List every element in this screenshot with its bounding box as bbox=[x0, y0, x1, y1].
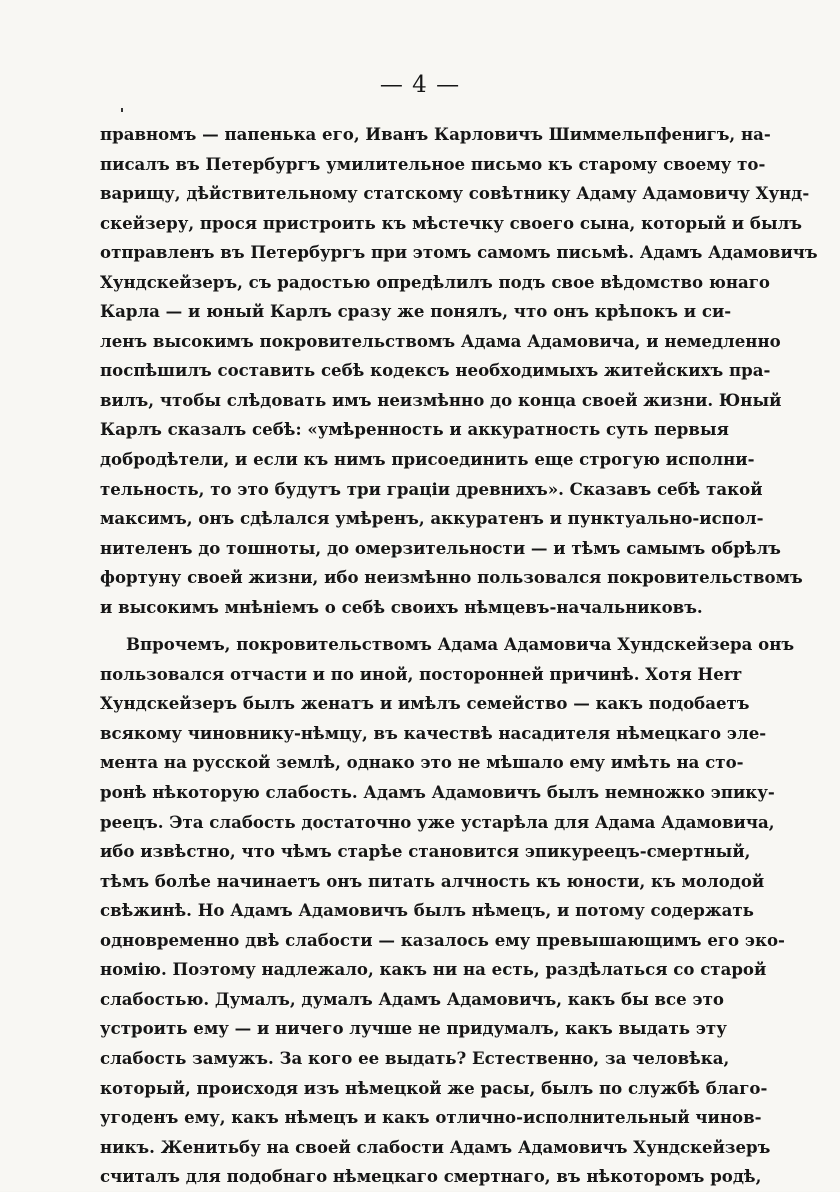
text-line: пользовался отчасти и по иной, посторонней причинѣ. Хотя Herr bbox=[100, 663, 742, 684]
text-line: одновременно двѣ слабости — казалось ему превышающимъ его эко- bbox=[100, 929, 785, 950]
text-line: вилъ, чтобы слѣдовать имъ неизмѣнно до конца своей жизни. Юный bbox=[100, 389, 782, 410]
text-line: максимъ, онъ сдѣлался умѣренъ, аккуратенъ и пунктуально-испол- bbox=[100, 508, 764, 529]
text-line: ленъ высокимъ покровительствомъ Адама Адамовича, и немедленно bbox=[100, 330, 781, 351]
text-line: добродѣтели, и если къ нимъ присоединить еще строгую исполни- bbox=[100, 449, 755, 470]
text-line: слабостью. Думалъ, думалъ Адамъ Адамовичъ, какъ бы все это bbox=[100, 988, 724, 1009]
text-line: устроить ему — и ничего лучше не придумалъ, какъ выдать эту bbox=[100, 1018, 727, 1039]
text-line: фортуну своей жизни, ибо неизмѣнно пользовался покровительствомъ bbox=[100, 567, 803, 588]
text-line: ибо извѣстно, что чѣмъ старѣе становится эпикуреецъ-смертный, bbox=[100, 841, 751, 862]
text-line: тѣмъ болѣе начинаетъ онъ питать алчность къ юности, къ молодой bbox=[100, 870, 765, 891]
text-line: писалъ въ Петербургъ умилительное письмо къ старому своему то- bbox=[100, 153, 766, 174]
text-line: отправленъ въ Петербургъ при этомъ самомъ письмѣ. Адамъ Адамовичъ bbox=[100, 242, 818, 263]
text-line: угоденъ ему, какъ нѣмецъ и какъ отлично-исполнительный чинов- bbox=[100, 1107, 762, 1128]
paragraph-1 bbox=[100, 120, 818, 622]
text-line: и высокимъ мнѣніемъ о себѣ своихъ нѣмцевъ-начальниковъ. bbox=[100, 596, 703, 617]
text-line: который, происходя изъ нѣмецкой же расы, былъ по службѣ благо- bbox=[100, 1077, 768, 1098]
text-line: Карла — и юный Карлъ сразу же понялъ, что онъ крѣпокъ и си- bbox=[100, 301, 732, 322]
text-line: скейзеру, прося пристроить къ мѣстечку своего сына, который и былъ bbox=[100, 212, 803, 233]
text-line: никъ. Женитьбу на своей слабости Адамъ Адамовичъ Хундскейзеръ bbox=[100, 1136, 771, 1157]
text-line: ронѣ нѣкоторую слабость. Адамъ Адамовичъ былъ немножко эпику- bbox=[100, 782, 775, 803]
page-number: — 4 — bbox=[379, 72, 461, 98]
text-line: мента на русской землѣ, однако это не мѣшало ему имѣть на сто- bbox=[100, 752, 744, 773]
text-line: номію. Поэтому надлежало, какъ ни на есть, раздѣлаться со старой bbox=[100, 959, 767, 980]
text-line: поспѣшилъ составить себѣ кодексъ необходимыхъ житейскихъ пра- bbox=[100, 360, 771, 381]
text-line: варищу, дѣйствительному статскому совѣтнику Адаму Адамовичу Хунд- bbox=[100, 183, 810, 204]
text-line: считалъ для подобнаго нѣмецкаго смертнаго, въ нѣкоторомъ родѣ, bbox=[100, 1166, 762, 1187]
ink-speck bbox=[121, 108, 123, 112]
paragraph-gap bbox=[100, 622, 700, 630]
text-line: тельность, то это будутъ три граціи древнихъ». Сказавъ себѣ такой bbox=[100, 478, 763, 499]
text-line: Хундскейзеръ, съ радостью опредѣлилъ подъ свое вѣдомство юнаго bbox=[100, 271, 770, 292]
text-line: Впрочемъ, покровительствомъ Адама Адамовича Хундскейзера онъ bbox=[126, 634, 795, 655]
text-line: всякому чиновнику-нѣмцу, въ качествѣ насадителя нѣмецкаго эле- bbox=[100, 722, 767, 743]
text-line: свѣжинѣ. Но Адамъ Адамовичъ былъ нѣмецъ, и потому содержать bbox=[100, 900, 754, 921]
text-line: слабость замужъ. За кого ее выдать? Естественно, за человѣка, bbox=[100, 1047, 730, 1068]
text-line: Карлъ сказалъ себѣ: «умѣренность и аккуратность суть первыя bbox=[100, 419, 729, 440]
text-line: правномъ — папенька его, Иванъ Карловичъ Шиммельпфенигъ, на- bbox=[100, 124, 771, 144]
text-line: Хундскейзеръ былъ женатъ и имѣлъ семейство — какъ подобаетъ bbox=[100, 693, 750, 714]
body-text bbox=[100, 120, 818, 1192]
text-line: нителенъ до тошноты, до омерзительности — и тѣмъ самымъ обрѣлъ bbox=[100, 537, 781, 558]
text-line: реецъ. Эта слабость достаточно уже устарѣла для Адама Адамовича, bbox=[100, 811, 775, 832]
paragraph-2 bbox=[100, 630, 795, 1191]
